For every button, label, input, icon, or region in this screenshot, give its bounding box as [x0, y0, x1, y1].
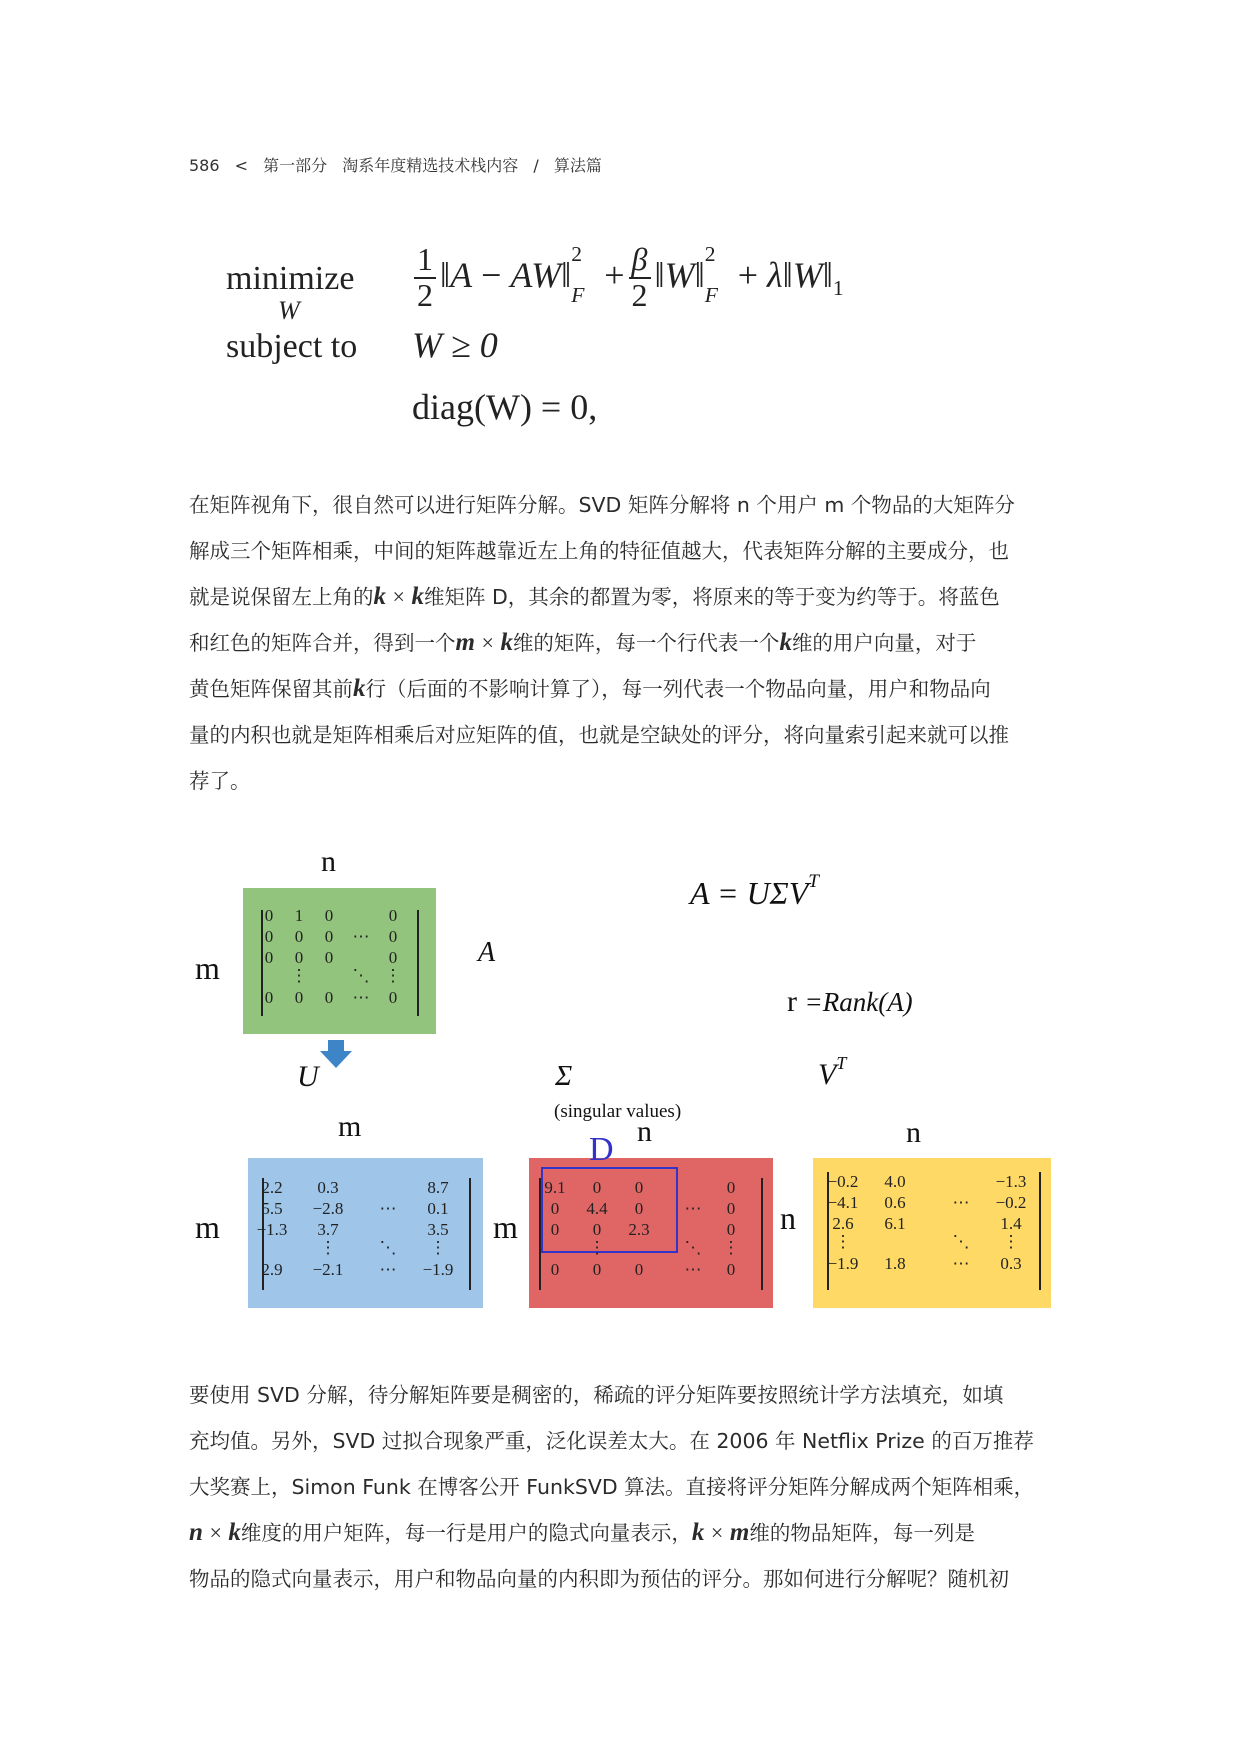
text-line: 物品的隐式向量表示，用户和物品向量的内积即为预估的评分。那如何进行分解呢？随机初	[189, 1567, 1009, 1591]
matrix-cell: ⋮	[722, 1238, 740, 1257]
s-label-n-top: n	[637, 1115, 652, 1148]
matrix-cell: 0	[264, 988, 274, 1007]
matrix-cell: 3.5	[427, 1220, 449, 1239]
u-label-m-top: m	[338, 1110, 362, 1143]
text-line: 充均值。另外，SVD 过拟合现象严重，泛化误差太大。在 2006 年 Netflix Prize 的百万推荐	[189, 1429, 1034, 1453]
header-separator: <	[234, 156, 249, 175]
header-slash: /	[533, 156, 539, 175]
down-arrow-icon	[320, 1040, 352, 1068]
matrix-cell: 0	[726, 1260, 736, 1279]
formula-constraint-1: W ≥ 0	[412, 325, 498, 365]
matrix-cell: ⋯	[352, 988, 370, 1007]
matrix-cell: ⋮	[290, 966, 308, 985]
matrix-cell: 8.7	[427, 1178, 449, 1197]
matrix-cell: 4.0	[884, 1172, 906, 1191]
formula-objective: $\frac{1}{2}$ ‖A − AW‖$^2_F$ + $\frac{\beta}{2}$ ‖W‖$^2_F$ + $\lambda‖W‖_1$	[410, 228, 844, 328]
matrix-cell: ⋯	[352, 927, 370, 946]
matrix-cell: 1.4	[1000, 1214, 1022, 1233]
u-label-m-left: m	[195, 1209, 220, 1245]
matrix-cell: 0	[592, 1220, 602, 1239]
matrix-cell: 0	[388, 948, 398, 967]
formula-subject-to: subject to	[226, 328, 358, 365]
sigma-subtitle: (singular values)	[554, 1101, 682, 1122]
text-line: 大奖赛上，Simon Funk 在博客公开 FunkSVD 算法。直接将评分矩阵分解成两个矩阵相乘，	[189, 1475, 1035, 1499]
matrix-cell: 3.7	[317, 1220, 339, 1239]
header-section: 算法篇	[553, 156, 602, 175]
v-label-n-top: n	[906, 1116, 921, 1149]
matrix-cell: −2.1	[312, 1260, 344, 1279]
vt-label: $V^T$	[818, 1053, 847, 1091]
matrix-cell: ⋮	[319, 1238, 337, 1257]
matrix-cell: 0.3	[317, 1178, 339, 1197]
matrix-cell: 1.8	[884, 1254, 906, 1273]
header-book-title: 淘系年度精选技术栈内容	[342, 156, 519, 175]
text-line: 解成三个矩阵相乘，中间的矩阵越靠近左上角的特征值越大，代表矩阵分解的主要成分，也	[189, 539, 1009, 563]
text-line: n × k维度的用户矩阵，每一行是用户的隐式向量表示，k × m维的物品矩阵，每一列是	[189, 1519, 975, 1546]
sigma-label: Σ	[555, 1060, 573, 1092]
matrix-cell: 0	[388, 927, 398, 946]
matrix-cell: 5.5	[261, 1199, 283, 1218]
svd-diagram	[189, 845, 1053, 1335]
v-label-n-left: n	[780, 1200, 796, 1236]
matrix-cell: ⋯	[379, 1199, 397, 1218]
text-line: 荐了。	[189, 769, 251, 793]
text-line: 要使用 SVD 分解，待分解矩阵要是稠密的，稀疏的评分矩阵要按照统计学方法填充，如填	[189, 1383, 1004, 1407]
text-line: 黄色矩阵保留其前k行（后面的不影响计算了），每一列代表一个物品向量，用户和物品向	[189, 675, 991, 702]
matrix-cell: −0.2	[995, 1193, 1027, 1212]
matrix-cell: 0	[388, 906, 398, 925]
text-line: 量的内积也就是矩阵相乘后对应矩阵的值，也就是空缺处的评分，将向量索引起来就可以推	[189, 723, 1009, 747]
s-label-m-left: m	[493, 1209, 518, 1245]
matrix-cell: 0	[726, 1199, 736, 1218]
matrix-cell: 0	[550, 1220, 560, 1239]
matrix-cell: 0	[726, 1220, 736, 1239]
matrix-cell: 2.6	[832, 1214, 854, 1233]
text-line: 在矩阵视角下，很自然可以进行矩阵分解。SVD 矩阵分解将 n 个用户 m 个物品的大矩阵分	[189, 493, 1015, 517]
matrix-cell: ⋯	[379, 1260, 397, 1279]
matrix-cell: −1.9	[422, 1260, 454, 1279]
matrix-cell: ⋮	[834, 1232, 852, 1251]
matrix-cell: 0.1	[427, 1199, 449, 1218]
matrix-cell: 0	[634, 1199, 644, 1218]
matrix-cell: −1.9	[827, 1254, 859, 1273]
matrix-cell: 0	[550, 1260, 560, 1279]
paragraph-svd-intro	[189, 482, 1053, 804]
matrix-cell: 0	[388, 988, 398, 1007]
matrix-cell: 0	[264, 927, 274, 946]
formula-minimize: minimize	[226, 260, 355, 297]
paragraph-funksvd	[189, 1372, 1053, 1602]
matrix-cell: 0.6	[884, 1193, 906, 1212]
matrix-cell: 0	[294, 988, 304, 1007]
matrix-sigma-box	[529, 1158, 773, 1308]
svd-equation: $A = U\Sigma V^T$	[690, 870, 819, 911]
matrix-cell: 0	[264, 948, 274, 967]
matrix-cell: 0	[264, 906, 274, 925]
a-label-a: A	[478, 937, 496, 968]
d-label: D	[589, 1131, 614, 1168]
matrix-cell: ⋱	[684, 1238, 702, 1257]
page-number: 586	[189, 156, 220, 175]
matrix-cell: ⋮	[1002, 1232, 1020, 1251]
matrix-cell: 0	[592, 1260, 602, 1279]
matrix-cell: ⋯	[684, 1199, 702, 1218]
matrix-cell: ⋱	[352, 966, 370, 985]
matrix-cell: 0.3	[1000, 1254, 1022, 1273]
matrix-cell: 0	[324, 906, 334, 925]
matrix-cell: 2.2	[261, 1178, 283, 1197]
matrix-cell: −0.2	[827, 1172, 859, 1191]
optimization-formula	[222, 228, 1022, 438]
matrix-cell: ⋮	[429, 1238, 447, 1257]
matrix-cell: 6.1	[884, 1214, 906, 1233]
matrix-cell: 0	[634, 1178, 644, 1197]
matrix-cell: 9.1	[544, 1178, 566, 1197]
matrix-cell: 1	[294, 906, 304, 925]
matrix-u-box	[248, 1158, 483, 1308]
matrix-cell: 2.3	[628, 1220, 650, 1239]
matrix-cell: ⋯	[952, 1193, 970, 1212]
matrix-cell: 0	[550, 1199, 560, 1218]
text-line: 就是说保留左上角的k × k维矩阵 D，其余的都置为零，将原来的等于变为约等于。将蓝色	[189, 583, 1000, 610]
matrix-cell: −1.3	[256, 1220, 288, 1239]
matrix-cell: 0	[592, 1178, 602, 1197]
matrix-cell: −4.1	[827, 1193, 859, 1212]
formula-minimize-var: W	[278, 296, 300, 325]
matrix-cell: 0	[324, 927, 334, 946]
matrix-cell: −1.3	[995, 1172, 1027, 1191]
matrix-cell: 0	[324, 948, 334, 967]
running-header	[189, 153, 612, 176]
matrix-vt-box	[813, 1158, 1051, 1308]
matrix-cell: ⋮	[384, 966, 402, 985]
matrix-cell: −2.8	[312, 1199, 344, 1218]
a-label-m: m	[195, 950, 220, 986]
matrix-cell: 0	[634, 1260, 644, 1279]
matrix-a-box	[243, 888, 436, 1034]
formula-constraint-2: diag(W) = 0,	[412, 387, 598, 427]
u-label: U	[297, 1060, 319, 1093]
matrix-cell: ⋯	[684, 1260, 702, 1279]
matrix-cell: 2.9	[261, 1260, 283, 1279]
rank-equation: r =Rank(A)	[787, 985, 913, 1018]
matrix-cell: ⋮	[588, 1238, 606, 1257]
header-part: 第一部分	[263, 156, 328, 175]
matrix-cell: ⋯	[952, 1254, 970, 1273]
matrix-cell: 4.4	[586, 1199, 608, 1218]
matrix-cell: ⋱	[952, 1232, 970, 1251]
matrix-cell: 0	[726, 1178, 736, 1197]
matrix-cell: ⋱	[379, 1238, 397, 1257]
text-line: 和红色的矩阵合并，得到一个m × k维的矩阵，每一个行代表一个k维的用户向量，对于	[189, 629, 977, 656]
matrix-cell: 0	[294, 948, 304, 967]
matrix-cell: 0	[294, 927, 304, 946]
matrix-cell: 0	[324, 988, 334, 1007]
a-label-n: n	[321, 845, 336, 878]
